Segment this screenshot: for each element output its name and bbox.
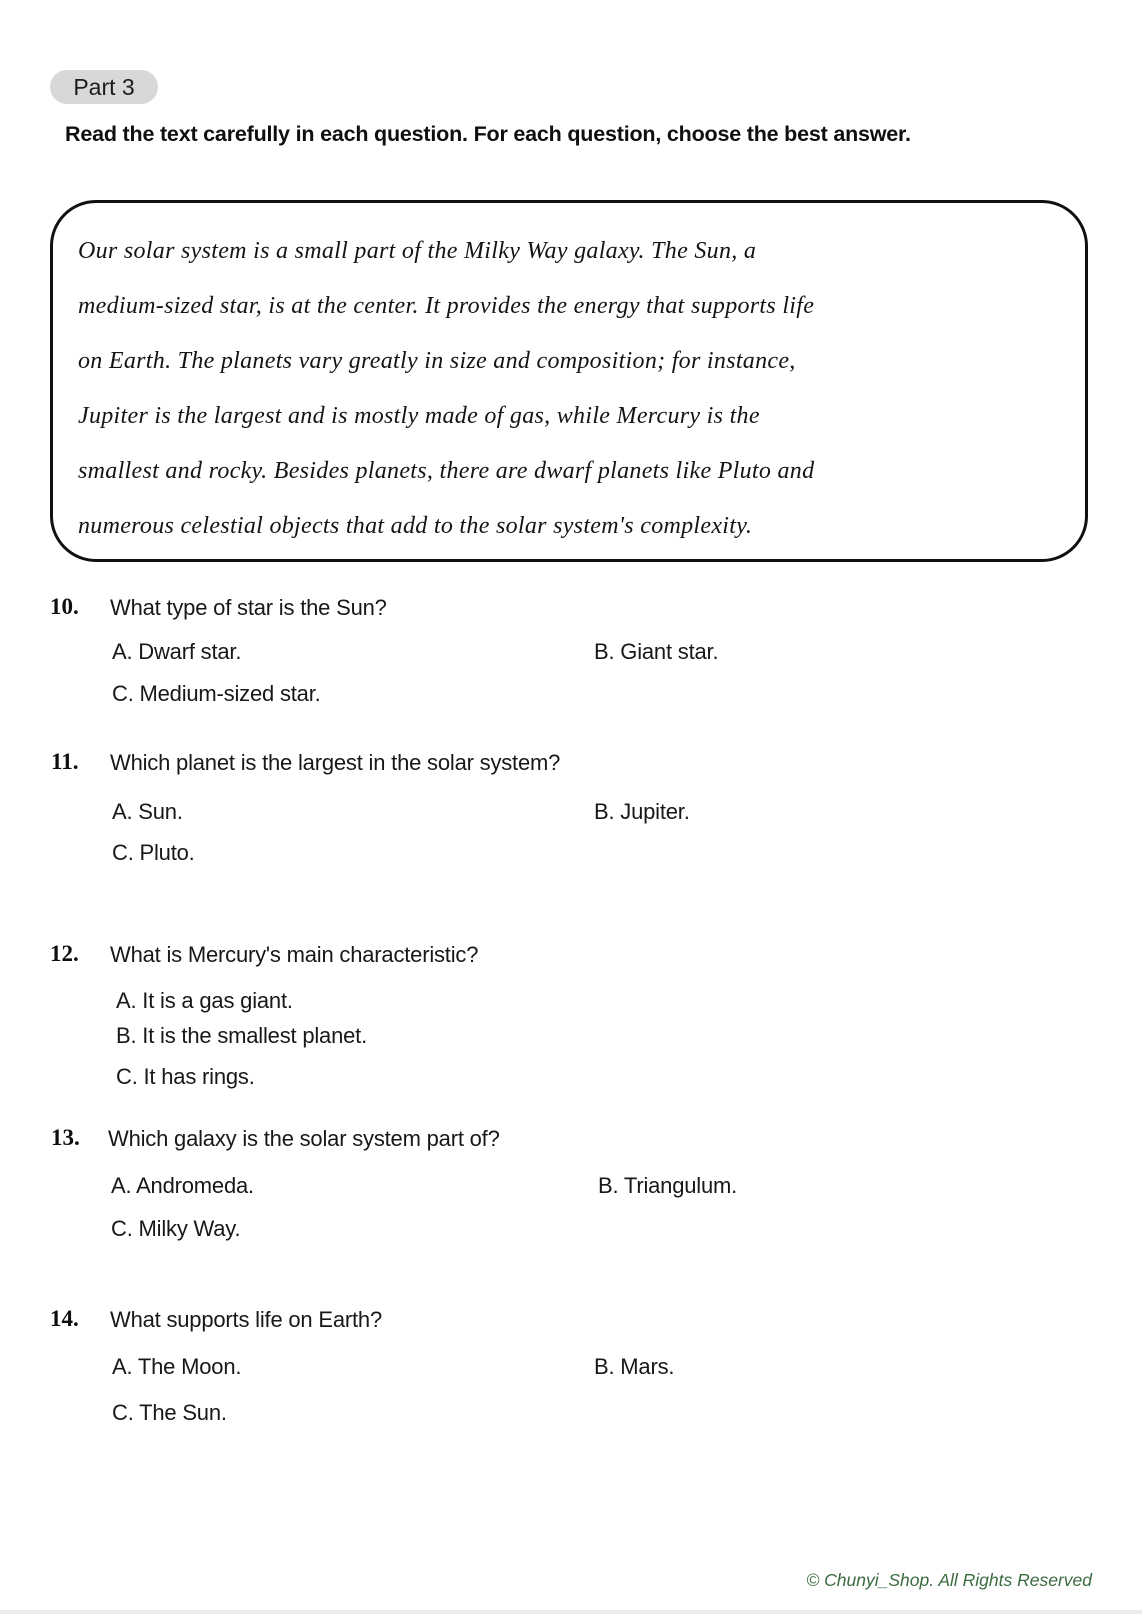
passage-line-4: Jupiter is the largest and is mostly made of gas, while Mercury is the [78,403,760,429]
question-12-number: 12. [50,941,79,966]
question-10-number: 10. [50,594,79,619]
question-14-option-c: C. The Sun. [112,1400,227,1425]
question-10-text: What type of star is the Sun? [110,595,387,620]
passage-box [50,200,1088,562]
question-10-option-a: A. Dwarf star. [112,639,242,664]
question-11-option-c: C. Pluto. [112,840,195,865]
question-12-text: What is Mercury's main characteristic? [110,942,479,967]
question-13-option-b: B. Triangulum. [598,1173,738,1198]
question-14-option-b: B. Mars. [594,1354,675,1379]
question-13-text: Which galaxy is the solar system part of? [108,1126,500,1151]
question-11-number: 11. [51,749,79,774]
question-13-option-c: C. Milky Way. [111,1216,241,1241]
question-12-option-b: B. It is the smallest planet. [116,1023,367,1048]
question-12-option-a: A. It is a gas giant. [116,988,293,1013]
copyright-text: © Chunyi_Shop. All Rights Reserved [806,1570,1092,1590]
question-11-option-b: B. Jupiter. [594,799,690,824]
passage-line-1: Our solar system is a small part of the Milky Way galaxy. The Sun, a [78,238,757,264]
question-10-option-c: C. Medium-sized star. [112,681,321,706]
question-11-text: Which planet is the largest in the solar system? [110,750,561,775]
question-10-option-b: B. Giant star. [594,639,719,664]
passage-line-5: smallest and rocky. Besides planets, there are dwarf planets like Pluto and [78,458,815,484]
part-label-badge: Part 3 [50,70,158,104]
passage-line-6: numerous celestial objects that add to the solar system's complexity. [78,513,753,539]
passage-line-2: medium-sized star, is at the center. It provides the energy that supports life [78,293,815,319]
instruction-text: Read the text carefully in each question. For each question, choose the best answer. [65,122,911,146]
question-12-option-c: C. It has rings. [116,1064,255,1089]
question-13-number: 13. [51,1125,80,1150]
question-14-text: What supports life on Earth? [110,1307,382,1332]
question-11-option-a: A. Sun. [112,799,183,824]
passage-line-3: on Earth. The planets vary greatly in size and composition; for instance, [78,348,796,374]
page-bottom-edge [0,1610,1142,1614]
question-13-option-a: A. Andromeda. [111,1173,254,1198]
question-14-number: 14. [50,1306,79,1331]
question-14-option-a: A. The Moon. [112,1354,242,1379]
